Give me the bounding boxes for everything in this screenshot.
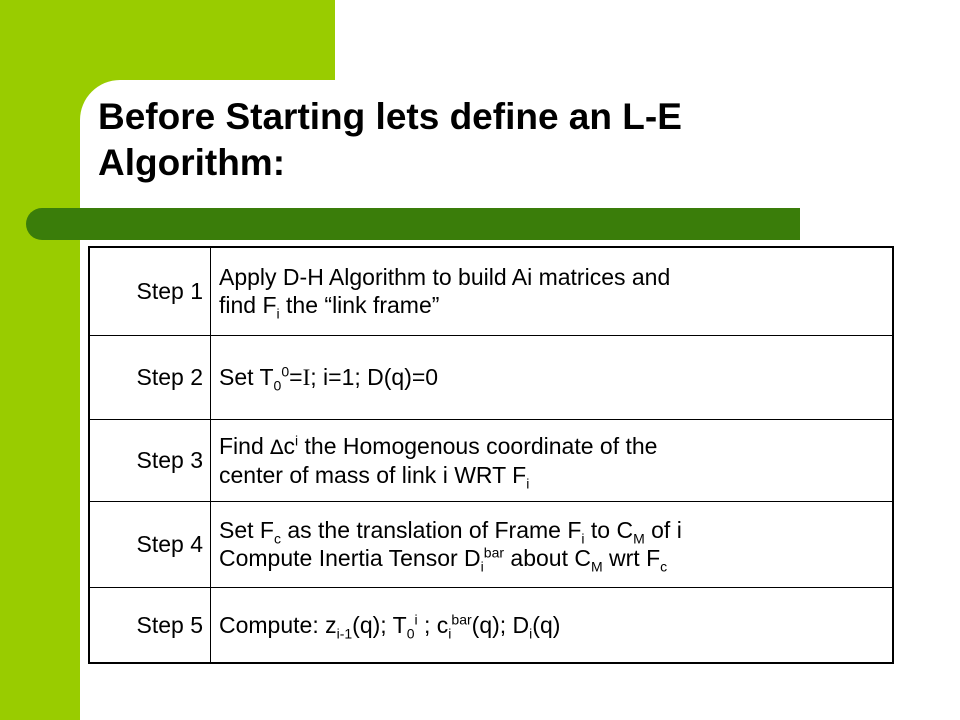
title-line-2: Algorithm: [98, 142, 286, 183]
step-description: Set $F_c$ as the translation of Frame $F_i$ to $C_M$ of i Compute Inertia Tensor $D_i^{bar}$ about $C_M$ wrt $F_c$ [211, 501, 894, 587]
table-row [89, 587, 893, 663]
step-label: Step 5 [89, 587, 211, 663]
step-description: Find $\Delta c^i$ the Homogenous coordinate of the center of mass of link i WRT $F_i$ [211, 419, 894, 501]
step-label: Step 3 [89, 419, 211, 501]
title-divider-bar [26, 208, 800, 240]
slide-title [98, 94, 858, 186]
table-row [89, 419, 893, 501]
table-row [89, 335, 893, 419]
table-row [89, 501, 893, 587]
step-label: Step 4 [89, 501, 211, 587]
step-label: Step 2 [89, 335, 211, 419]
title-line-1: Before Starting lets define an L-E [98, 96, 682, 137]
table-row [89, 247, 893, 335]
step-description: Set $T_0^0=I$; i=1; D(q)=0 [211, 335, 894, 419]
steps-table [88, 246, 894, 664]
delta-symbol: ∆ [270, 434, 284, 459]
step-description: Compute: $z_{i-1}(q)$; $T_0^i$ ; $c_i^{bar}(q)$; $D_i(q)$ [211, 587, 894, 663]
step-description: Apply D-H Algorithm to build Ai matrices and find $F_i$ the “link frame” [211, 247, 894, 335]
step-label: Step 1 [89, 247, 211, 335]
